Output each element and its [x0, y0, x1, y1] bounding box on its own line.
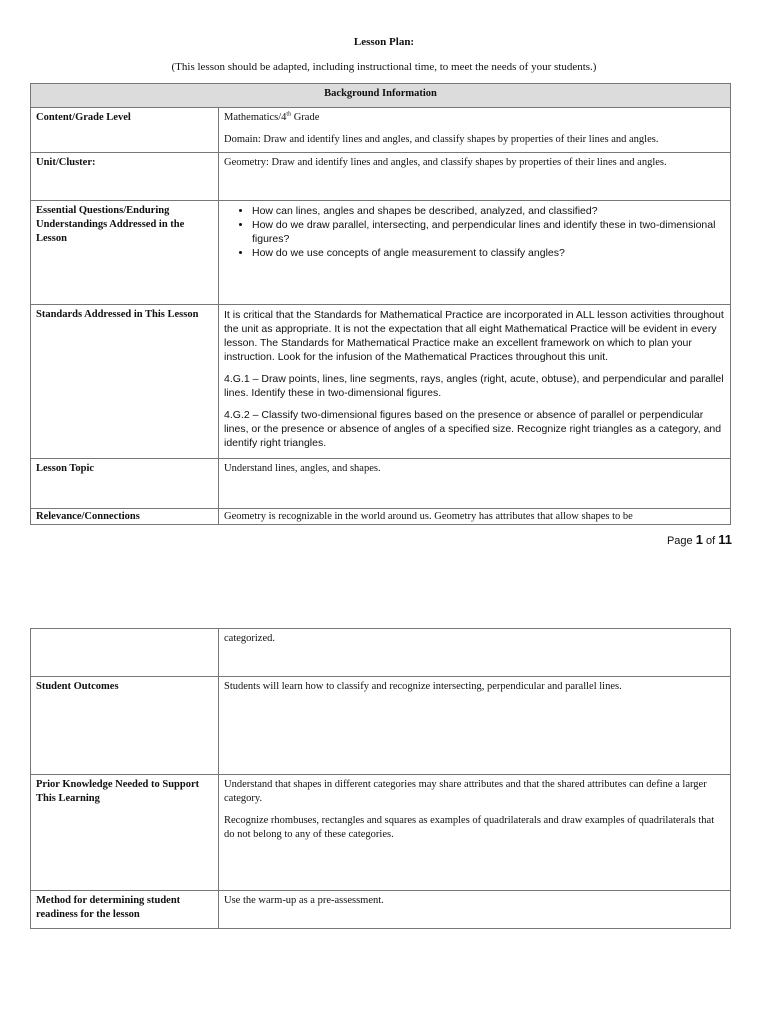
- standards-paragraph-3: 4.G.2 – Classify two-dimensional figures based on the presence or absence of parallel or perpendicular lines, or the presence or absence of angles of a specified size. Recognize right triangles as a category, and identify right triangles.: [224, 409, 722, 449]
- prior-knowledge-paragraph-1: Understand that shapes in different categories may share attributes and that the shared attributes can define a larger category.: [224, 779, 707, 804]
- page-subtitle: (This lesson should be adapted, including instructional time, to meet the needs of your students.): [171, 61, 597, 73]
- prior-knowledge-paragraph-2: Recognize rhombuses, rectangles and squares as examples of quadrilaterals and draw examples of quadrilaterals that do not belong to any of these categories.: [224, 815, 715, 840]
- row-label-content-grade: Content/Grade Level: [31, 108, 219, 153]
- row-label-relevance: Relevance/Connections: [31, 509, 219, 525]
- grade-word: Grade: [291, 112, 320, 123]
- row-label-student-outcomes: Student Outcomes: [31, 677, 219, 775]
- table-row: [31, 629, 731, 677]
- row-label-continued: [31, 629, 219, 677]
- table-row: [31, 153, 731, 201]
- lesson-plan-table-page-2: [30, 628, 731, 929]
- unit-cluster-value: Geometry: Draw and identify lines and angles, and classify shapes by properties of their lines and angles.: [219, 153, 731, 201]
- row-label-essential-questions: Essential Questions/Enduring Understandings Addressed in the Lesson: [31, 201, 219, 305]
- row-label-lesson-topic: Lesson Topic: [31, 459, 219, 509]
- grade-ordinal-suffix: th: [286, 111, 292, 118]
- standards-paragraph-2: 4.G.1 – Draw points, lines, line segments, rays, angles (right, acute, obtuse), and perpendicular and parallel lines. Identify these in two-dimensional figures.: [224, 373, 724, 399]
- list-item: • How do we use concepts of angle measurement to classify angles?: [252, 246, 725, 260]
- grade-subject-text: Mathematics/4: [224, 112, 287, 123]
- page-title: Lesson Plan:: [353, 36, 415, 48]
- table-row: [31, 459, 731, 509]
- table-row: [31, 108, 731, 153]
- row-label-method: Method for determining student readiness for the lesson: [31, 891, 219, 929]
- page-number: [667, 532, 732, 547]
- standards-paragraph-1: It is critical that the Standards for Mathematical Practice are incorporated in ALL lesson activities throughout the unit as appropriate. It is not the expectation that all eight Mathematical Practice will be evident in every lesson. The Standards for Mathematical Practice make an excellent framework on which to plan your instruction. Look for the infusion of the Mathematical Practices throughout this unit.: [224, 309, 724, 363]
- page-current: 1: [695, 532, 703, 547]
- table-row: [31, 305, 731, 459]
- page-word: Page: [666, 535, 693, 547]
- table-row: [31, 509, 731, 525]
- row-label-prior-knowledge: Prior Knowledge Needed to Support This Learning: [31, 775, 219, 891]
- lesson-plan-table-page-1: [30, 83, 731, 525]
- essential-questions-value: [219, 201, 731, 305]
- relevance-value: Geometry is recognizable in the world around us. Geometry has attributes that allow shapes to be: [219, 509, 731, 525]
- standards-value: [219, 305, 731, 459]
- table-row: [31, 201, 731, 305]
- table-row: [31, 677, 731, 775]
- page-of-word: of: [706, 535, 716, 547]
- table-row: [31, 891, 731, 929]
- grade-line: [224, 111, 725, 125]
- content-grade-value: [219, 108, 731, 153]
- page-total: 11: [718, 532, 732, 547]
- row-label-unit-cluster: Unit/Cluster:: [31, 153, 219, 201]
- list-item: • How do we draw parallel, intersecting, and perpendicular lines and identify these in two-dimensional figures?: [252, 218, 725, 246]
- lesson-topic-value: Understand lines, angles, and shapes.: [219, 459, 731, 509]
- list-item: • How can lines, angles and shapes be described, analyzed, and classified?: [252, 204, 725, 218]
- row-label-standards: Standards Addressed in This Lesson: [31, 305, 219, 459]
- student-outcomes-value: Students will learn how to classify and recognize intersecting, perpendicular and parallel lines.: [219, 677, 731, 775]
- table-row: [31, 775, 731, 891]
- domain-line: Domain: Draw and identify lines and angles, and classify shapes by properties of their lines and angles.: [224, 134, 659, 145]
- prior-knowledge-value: [219, 775, 731, 891]
- background-information-header: Background Information: [31, 84, 731, 108]
- table-header-row: [31, 84, 731, 108]
- method-value: Use the warm-up as a pre-assessment.: [219, 891, 731, 929]
- relevance-continued-value: categorized.: [219, 629, 731, 677]
- essential-questions-list: [224, 204, 725, 260]
